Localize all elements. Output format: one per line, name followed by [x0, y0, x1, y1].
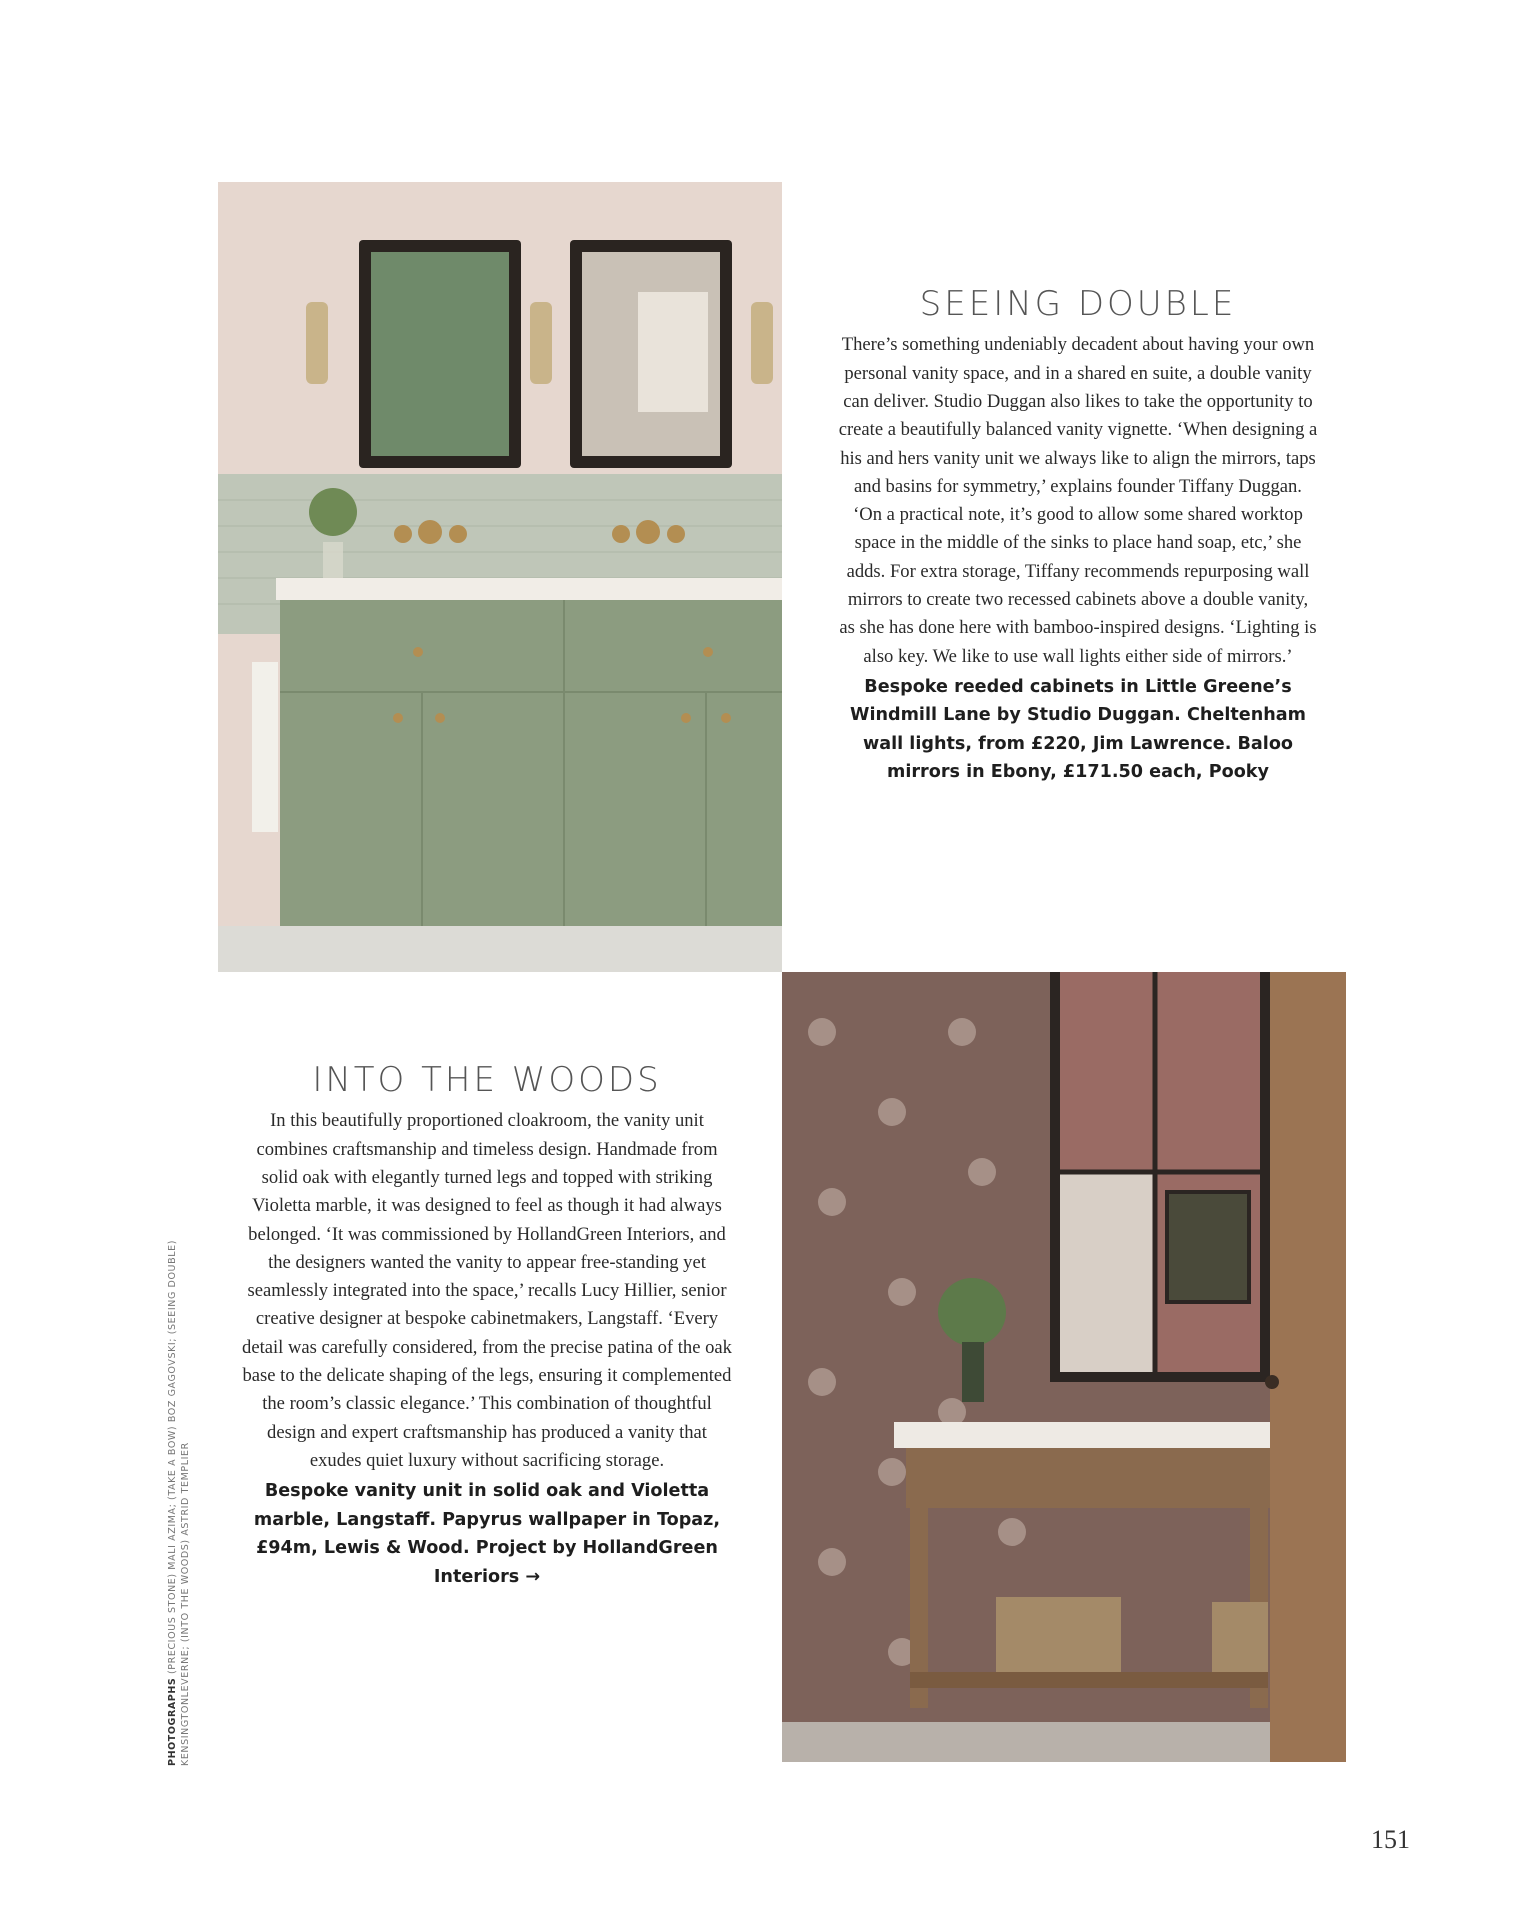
photo-credits: [166, 1156, 192, 1766]
article-seeing-double: [838, 286, 1318, 787]
article-headline: SEEING DOUBLE: [919, 284, 1237, 324]
double-vanity-photo: [218, 182, 782, 972]
product-credit: Bespoke reeded cabinets in Little Greene’s Windmill Lane by Studio Duggan. Cheltenham wall lights, from £220, Jim Lawrence. Baloo mirrors in Ebony, £171.50 each, Pooky: [850, 676, 1306, 783]
photo-credits-text-2: KENSINGTONLEVERNE; (INTO THE WOODS) ASTRID TEMPLIER: [180, 1442, 191, 1766]
photo-credits-label: PHOTOGRAPHS: [167, 1677, 178, 1766]
product-credit: Bespoke vanity unit in solid oak and Violetta marble, Langstaff. Papyrus wallpaper in Topaz, £94m, Lewis & Wood. Project by HollandGreen Interiors →: [253, 1481, 721, 1587]
article-body: In this beautifully proportioned cloakroom, the vanity unit combines craftsmanship and timeless design. Handmade from solid oak with elegantly turned legs and topped with striking Violetta marble, it was designed to feel as though it had always belonged. ‘It was commissioned by HollandGreen Interiors, and the designers wanted the vanity to appear free-standing yet seamlessly integrated into the space,’ recalls Lucy Hillier, senior creative designer at bespoke cabinetmakers, Langstaff. ‘Every detail was carefully considered, from the precise patina of the oak base to the delicate shaping of the legs, ensuring it complemented the room’s classic elegance.’ This combination of thoughtful design and expert craftsmanship has produced a vanity that exudes quiet luxury without sacrificing storage.: [242, 1110, 732, 1471]
photo-credits-text-1: (PRECIOUS STONE) MALI AZIMA; (TAKE A BOW) BOZ GAGOVSKI; (SEEING DOUBLE): [167, 1239, 178, 1674]
double-vanity-illustration: [218, 182, 782, 972]
oak-vanity-illustration: [782, 972, 1346, 1762]
photo-credits-line-1: [166, 1156, 179, 1766]
article-headline: INTO THE WOODS: [312, 1060, 662, 1100]
article-into-the-woods: [242, 1062, 732, 1591]
oak-vanity-photo: [782, 972, 1346, 1762]
article-body: There’s something undeniably decadent about having your own personal vanity space, and in a shared en suite, a double vanity can deliver. Studio Duggan also likes to take the opportunity to create a beautifully balanced vanity vignette. ‘When designing a his and hers vanity unit we always like to align the mirrors, taps and basins for symmetry,’ explains founder Tiffany Duggan. ‘On a practical note, it’s good to allow some shared worktop space in the middle of the sinks to place hand soap, etc,’ she adds. For extra storage, Tiffany recommends repurposing wall mirrors to create two recessed cabinets above a double vanity, as she has done here with bamboo-inspired designs. ‘Lighting is also key. We like to use wall lights either side of mirrors.’: [838, 334, 1318, 667]
page-number: 151: [1371, 1825, 1410, 1854]
